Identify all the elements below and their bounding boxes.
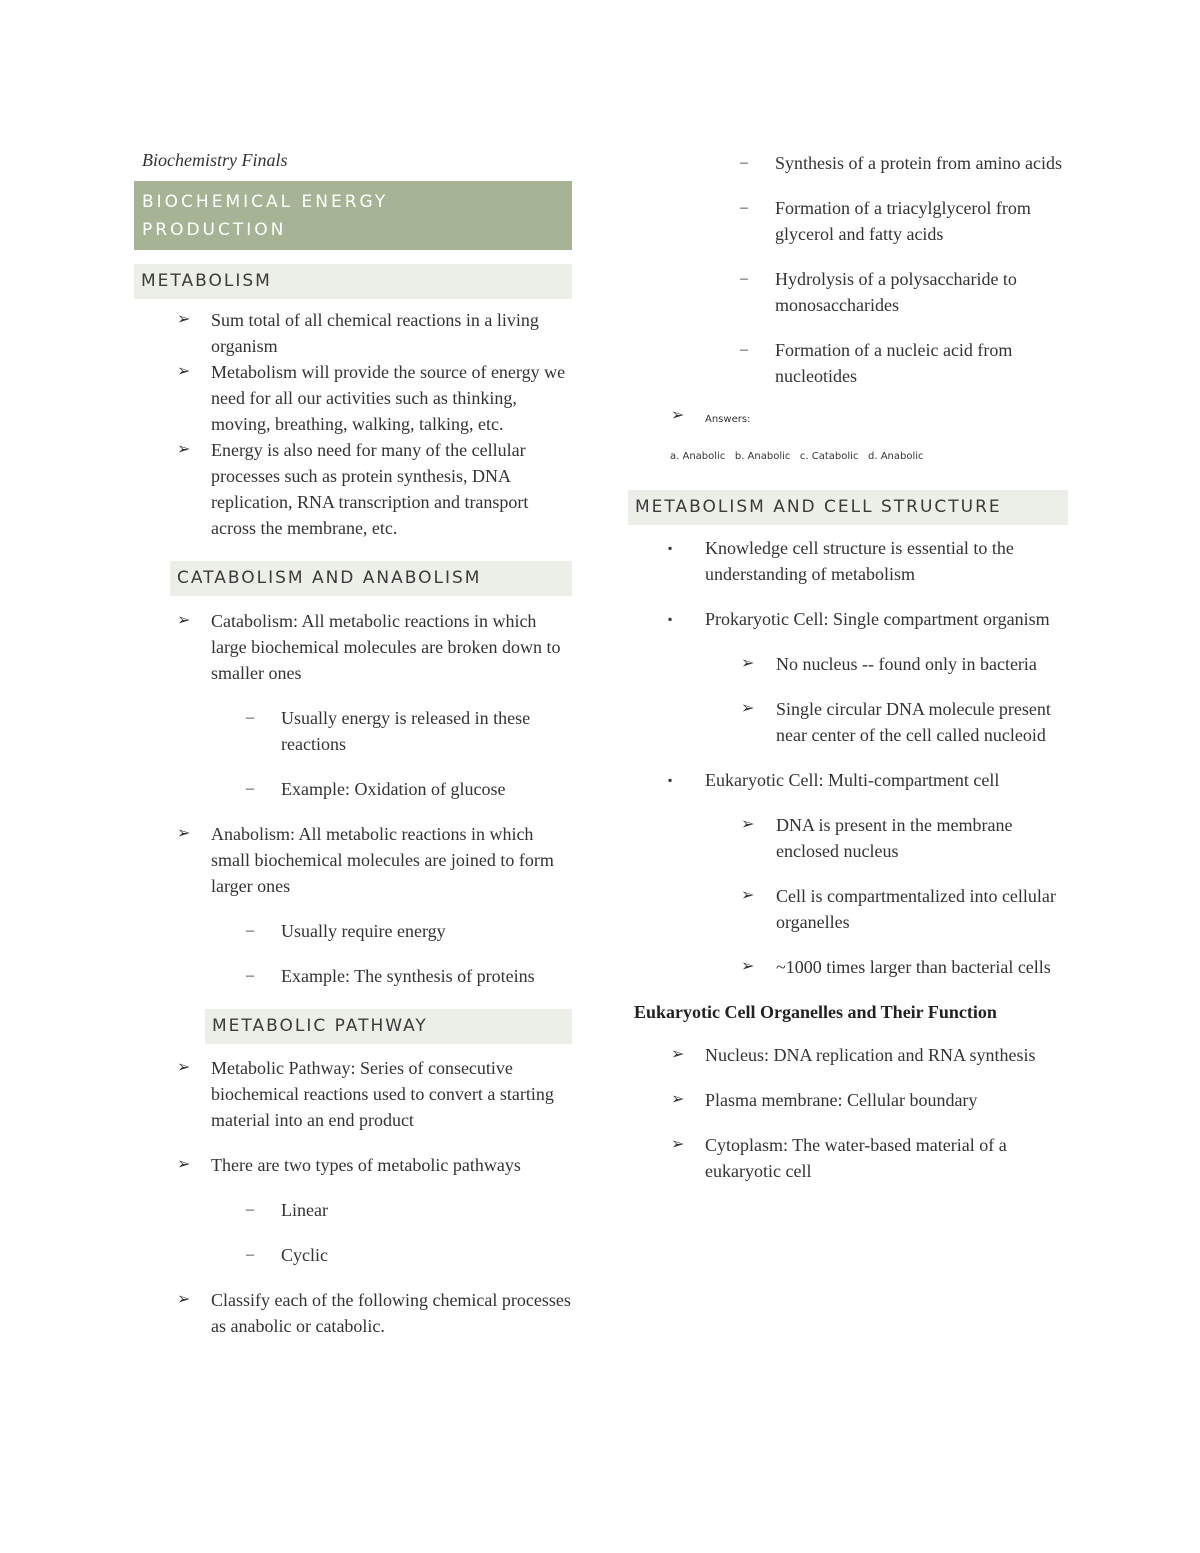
list-item: ➢ Catabolism: All metabolic reactions in which large biochemical molecules are broken down to smaller ones xyxy=(134,608,572,686)
list-item: – Linear xyxy=(134,1197,572,1223)
list-item: ➢ Cell is compartmentalized into cellular organelles xyxy=(628,883,1068,935)
square-bullet-icon: ▪ xyxy=(668,612,673,626)
answers-label: Answers: xyxy=(705,414,751,425)
list-item: ➢ Anabolism: All metabolic reactions in which small biochemical molecules are joined to form larger ones xyxy=(134,821,572,899)
list-item: ▪ Eukaryotic Cell: Multi-compartment cell xyxy=(628,767,1068,793)
list-item: – Usually energy is released in these reactions xyxy=(134,705,572,757)
list-item: – Synthesis of a protein from amino acids xyxy=(628,150,1068,176)
list-item: – Formation of a nucleic acid from nucleotides xyxy=(628,337,1068,389)
dash-bullet-icon: – xyxy=(246,967,254,984)
list-item: ➢ Metabolism will provide the source of energy we need for all our activities such as thinking, moving, breathing, walking, talking, etc. xyxy=(134,359,572,437)
arrow-bullet-icon: ➢ xyxy=(177,363,191,380)
dash-bullet-icon: – xyxy=(246,1246,254,1263)
arrow-bullet-icon: ➢ xyxy=(741,700,755,717)
list-item xyxy=(628,403,1068,433)
list-item: – Hydrolysis of a polysaccharide to monosaccharides xyxy=(628,266,1068,318)
catabolism-list xyxy=(134,608,572,989)
list-item: – Formation of a triacylglycerol from glycerol and fatty acids xyxy=(628,195,1068,247)
arrow-bullet-icon: ➢ xyxy=(671,1046,685,1063)
organelles-list xyxy=(628,1042,1068,1184)
dash-bullet-icon: – xyxy=(740,341,748,358)
list-item: ➢ Cytoplasm: The water-based material of a eukaryotic cell xyxy=(628,1132,1068,1184)
list-item: ➢ Plasma membrane: Cellular boundary xyxy=(628,1087,1068,1113)
arrow-bullet-icon: ➢ xyxy=(177,1291,191,1308)
document-title: Biochemistry Finals xyxy=(142,150,288,170)
list-item: ➢ DNA is present in the membrane enclosed nucleus xyxy=(628,812,1068,864)
classify-list xyxy=(628,150,1068,433)
dash-bullet-icon: – xyxy=(246,709,254,726)
metabolism-list xyxy=(134,307,572,541)
list-item: ▪ Knowledge cell structure is essential to the understanding of metabolism xyxy=(628,535,1068,587)
arrow-bullet-icon: ➢ xyxy=(177,1059,191,1076)
list-item: ➢ Energy is also need for many of the cellular processes such as protein synthesis, DNA replication, RNA transcription and transport across the membrane, etc. xyxy=(134,437,572,541)
list-item: ➢ Sum total of all chemical reactions in a living organism xyxy=(134,307,572,359)
arrow-bullet-icon: ➢ xyxy=(671,407,685,424)
arrow-bullet-icon: ➢ xyxy=(177,1156,191,1173)
list-item: ➢ Single circular DNA molecule present near center of the cell called nucleoid xyxy=(628,696,1068,748)
arrow-bullet-icon: ➢ xyxy=(741,816,755,833)
list-item: ➢ Classify each of the following chemical processes as anabolic or catabolic. xyxy=(134,1287,572,1339)
dash-bullet-icon: – xyxy=(740,199,748,216)
list-item: – Example: The synthesis of proteins xyxy=(134,963,572,989)
pathway-list xyxy=(134,1055,572,1339)
heading-metabolism-cell-structure: METABOLISM AND CELL STRUCTURE xyxy=(628,490,1068,525)
list-item: – Example: Oxidation of glucose xyxy=(134,776,572,802)
heading-metabolism: METABOLISM xyxy=(134,264,572,299)
section-banner xyxy=(134,181,572,250)
dash-bullet-icon: – xyxy=(246,1201,254,1218)
arrow-bullet-icon: ➢ xyxy=(177,612,191,629)
arrow-bullet-icon: ➢ xyxy=(177,825,191,842)
dash-bullet-icon: – xyxy=(740,154,748,171)
list-item: – Cyclic xyxy=(134,1242,572,1268)
list-item: ➢ ~1000 times larger than bacterial cells xyxy=(628,954,1068,980)
right-column xyxy=(628,150,1068,1184)
list-item: ➢ There are two types of metabolic pathways xyxy=(134,1152,572,1178)
dash-bullet-icon: – xyxy=(740,270,748,287)
arrow-bullet-icon: ➢ xyxy=(741,887,755,904)
arrow-bullet-icon: ➢ xyxy=(177,311,191,328)
banner-line-2: PRODUCTION xyxy=(142,220,287,240)
arrow-bullet-icon: ➢ xyxy=(671,1136,685,1153)
arrow-bullet-icon: ➢ xyxy=(671,1091,685,1108)
dash-bullet-icon: – xyxy=(246,922,254,939)
list-item: ➢ Metabolic Pathway: Series of consecutive biochemical reactions used to convert a starting material into an end product xyxy=(134,1055,572,1133)
heading-metabolic-pathway: METABOLIC PATHWAY xyxy=(205,1009,572,1044)
heading-catabolism-anabolism: CATABOLISM AND ANABOLISM xyxy=(170,561,572,596)
left-column xyxy=(134,150,572,1339)
arrow-bullet-icon: ➢ xyxy=(741,958,755,975)
dash-bullet-icon: – xyxy=(246,780,254,797)
arrow-bullet-icon: ➢ xyxy=(177,441,191,458)
arrow-bullet-icon: ➢ xyxy=(741,655,755,672)
cell-structure-list xyxy=(628,535,1068,980)
list-item: ➢ Nucleus: DNA replication and RNA synthesis xyxy=(628,1042,1068,1068)
list-item: ➢ No nucleus -- found only in bacteria xyxy=(628,651,1068,677)
organelles-heading: Eukaryotic Cell Organelles and Their Function xyxy=(634,1002,997,1022)
list-item: ▪ Prokaryotic Cell: Single compartment organism xyxy=(628,606,1068,632)
banner-line-1: BIOCHEMICAL ENERGY xyxy=(142,192,389,212)
list-item: – Usually require energy xyxy=(134,918,572,944)
square-bullet-icon: ▪ xyxy=(668,773,673,787)
answers-text: a. Anabolic b. Anabolic c. Catabolic d. Anabolic xyxy=(670,451,924,462)
square-bullet-icon: ▪ xyxy=(668,541,673,555)
